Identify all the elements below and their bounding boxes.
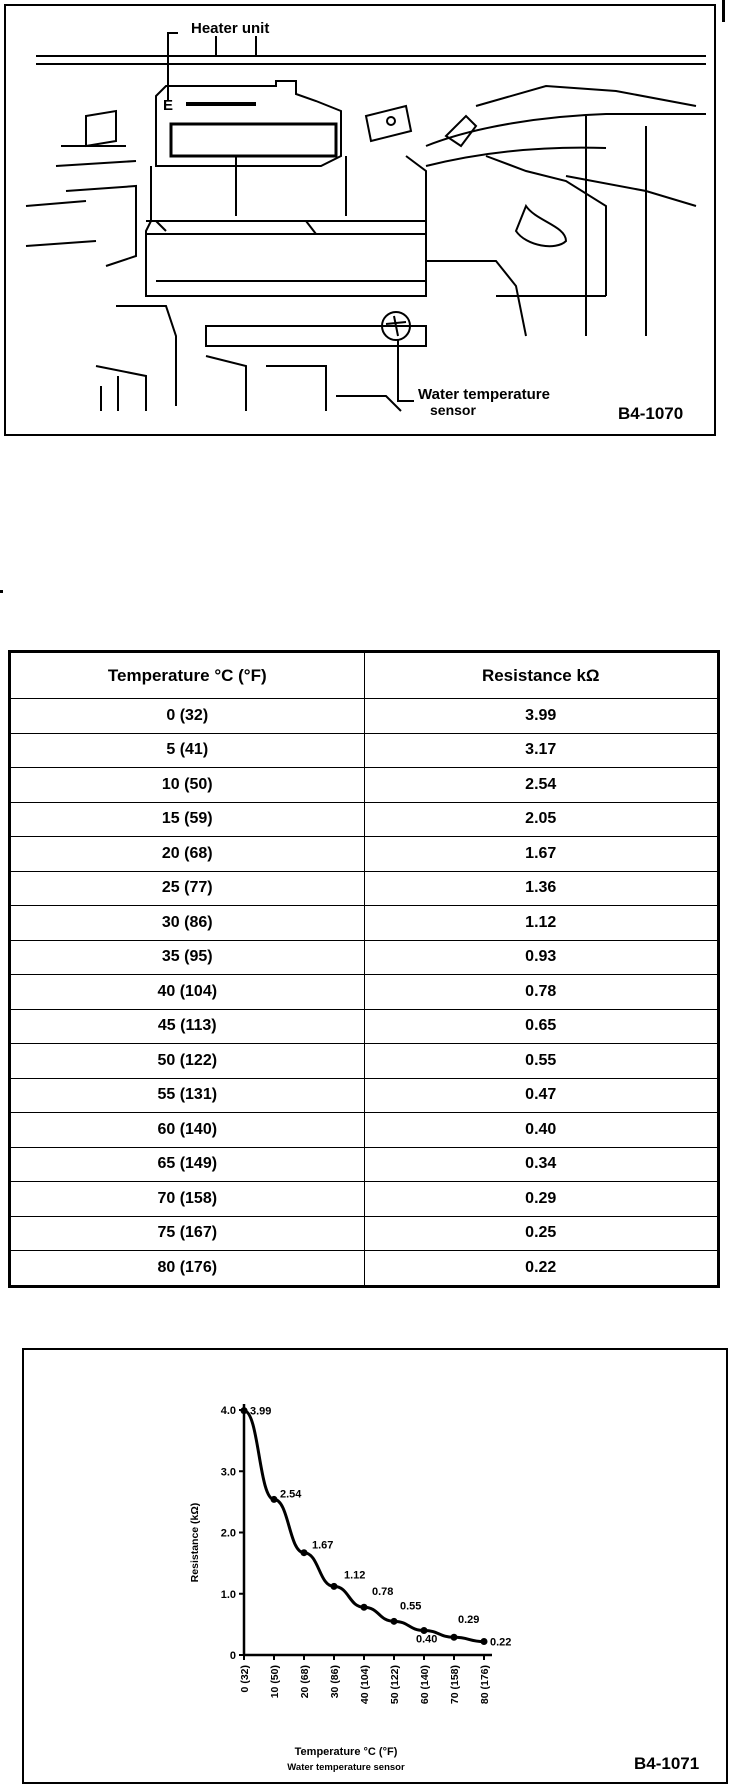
table-header-row xyxy=(10,652,719,699)
heater-unit-figure xyxy=(4,4,716,436)
x-tick-label: 40 (104) xyxy=(359,1665,371,1705)
table-row xyxy=(10,837,719,872)
chart-subtitle: Water temperature sensor xyxy=(287,1762,405,1773)
x-tick-label: 20 (68) xyxy=(299,1665,311,1699)
resistance-chart xyxy=(24,1350,725,1781)
temperature-cell: 40 (104) xyxy=(10,975,365,1010)
water-temp-sensor-callout-line2: sensor xyxy=(430,402,476,418)
resistance-cell: 1.12 xyxy=(364,906,719,941)
data-point xyxy=(331,1583,338,1590)
x-tick-label: 60 (140) xyxy=(419,1665,431,1705)
table-row xyxy=(10,1147,719,1182)
resistance-cell: 0.47 xyxy=(364,1078,719,1113)
data-label: 0.40 xyxy=(416,1633,438,1646)
resistance-table-container xyxy=(8,650,720,1316)
data-label: 3.99 xyxy=(250,1405,272,1418)
x-tick-label: 70 (158) xyxy=(449,1665,461,1705)
y-tick-label: 1.0 xyxy=(220,1588,236,1601)
temperature-cell: 50 (122) xyxy=(10,1044,365,1079)
temperature-cell: 0 (32) xyxy=(10,699,365,734)
table-row xyxy=(10,940,719,975)
table-row xyxy=(10,1044,719,1079)
temperature-cell: 80 (176) xyxy=(10,1251,365,1287)
y-tick-label: 0 xyxy=(229,1650,236,1662)
data-label: 1.67 xyxy=(312,1539,334,1552)
temperature-cell: 5 (41) xyxy=(10,733,365,768)
resistance-cell: 0.55 xyxy=(364,1044,719,1079)
table-row xyxy=(10,802,719,837)
y-axis-label: Resistance (kΩ) xyxy=(189,1502,201,1583)
temperature-cell: 10 (50) xyxy=(10,768,365,803)
temperature-cell: 15 (59) xyxy=(10,802,365,837)
temperature-cell: 25 (77) xyxy=(10,871,365,906)
resistance-cell: 3.17 xyxy=(364,733,719,768)
heater-unit-callout: Heater unit xyxy=(191,20,270,37)
temperature-column-header: Temperature °C (°F) xyxy=(10,652,365,699)
resistance-cell: 2.05 xyxy=(364,802,719,837)
resistance-cell: 0.29 xyxy=(364,1182,719,1217)
resistance-chart-figure xyxy=(22,1348,728,1784)
resistance-cell: 0.22 xyxy=(364,1251,719,1287)
table-row xyxy=(10,871,719,906)
table-row xyxy=(10,1009,719,1044)
data-label: 0.22 xyxy=(490,1636,512,1649)
resistance-cell: 0.34 xyxy=(364,1147,719,1182)
figure-code: B4-1071 xyxy=(634,1754,700,1773)
resistance-cell: 3.99 xyxy=(364,699,719,734)
table-row xyxy=(10,699,719,734)
data-point xyxy=(361,1604,368,1611)
svg-text:E: E xyxy=(163,97,174,114)
table-row xyxy=(10,1216,719,1251)
table-row xyxy=(10,733,719,768)
water-temp-sensor-callout: Water temperature xyxy=(418,386,550,403)
x-tick-label: 80 (176) xyxy=(479,1665,491,1705)
temperature-cell: 55 (131) xyxy=(10,1078,365,1113)
resistance-cell: 0.78 xyxy=(364,975,719,1010)
table-row xyxy=(10,975,719,1010)
x-tick-label: 0 (32) xyxy=(239,1665,251,1693)
table-row xyxy=(10,1251,719,1287)
data-label: 0.29 xyxy=(458,1614,480,1627)
resistance-cell: 0.65 xyxy=(364,1009,719,1044)
page-edge-mark xyxy=(722,0,725,22)
y-tick-label: 4.0 xyxy=(220,1405,236,1417)
resistance-cell: 2.54 xyxy=(364,768,719,803)
x-tick-label: 30 (86) xyxy=(329,1665,341,1699)
table-row xyxy=(10,768,719,803)
data-label: 2.54 xyxy=(280,1488,302,1501)
data-label: 0.78 xyxy=(372,1586,394,1599)
data-point xyxy=(451,1634,458,1641)
data-label: 1.12 xyxy=(344,1569,366,1582)
temperature-cell: 20 (68) xyxy=(10,837,365,872)
resistance-table xyxy=(8,650,720,1288)
temperature-cell: 45 (113) xyxy=(10,1009,365,1044)
data-label: 0.55 xyxy=(400,1600,422,1613)
data-point xyxy=(271,1496,278,1503)
resistance-column-header: Resistance kΩ xyxy=(364,652,719,699)
temperature-cell: 70 (158) xyxy=(10,1182,365,1217)
page-mark xyxy=(0,590,3,593)
x-tick-label: 10 (50) xyxy=(269,1665,281,1699)
resistance-cell: 1.67 xyxy=(364,837,719,872)
x-axis-label: Temperature °C (°F) xyxy=(294,1746,398,1758)
table-row xyxy=(10,1113,719,1148)
data-point xyxy=(301,1549,308,1556)
temperature-cell: 65 (149) xyxy=(10,1147,365,1182)
temperature-cell: 60 (140) xyxy=(10,1113,365,1148)
y-tick-label: 3.0 xyxy=(220,1466,236,1479)
data-point xyxy=(391,1618,398,1625)
x-tick-label: 50 (122) xyxy=(389,1665,401,1705)
y-tick-label: 2.0 xyxy=(220,1527,236,1540)
heater-unit-illustration xyxy=(6,6,713,433)
table-row xyxy=(10,906,719,941)
resistance-cell: 0.40 xyxy=(364,1113,719,1148)
table-row xyxy=(10,1078,719,1113)
data-point xyxy=(241,1407,248,1414)
temperature-cell: 75 (167) xyxy=(10,1216,365,1251)
resistance-cell: 1.36 xyxy=(364,871,719,906)
figure-code: B4-1070 xyxy=(618,404,684,423)
temperature-cell: 30 (86) xyxy=(10,906,365,941)
resistance-cell: 0.93 xyxy=(364,940,719,975)
resistance-cell: 0.25 xyxy=(364,1216,719,1251)
temperature-cell: 35 (95) xyxy=(10,940,365,975)
data-point xyxy=(481,1638,488,1645)
table-row xyxy=(10,1182,719,1217)
